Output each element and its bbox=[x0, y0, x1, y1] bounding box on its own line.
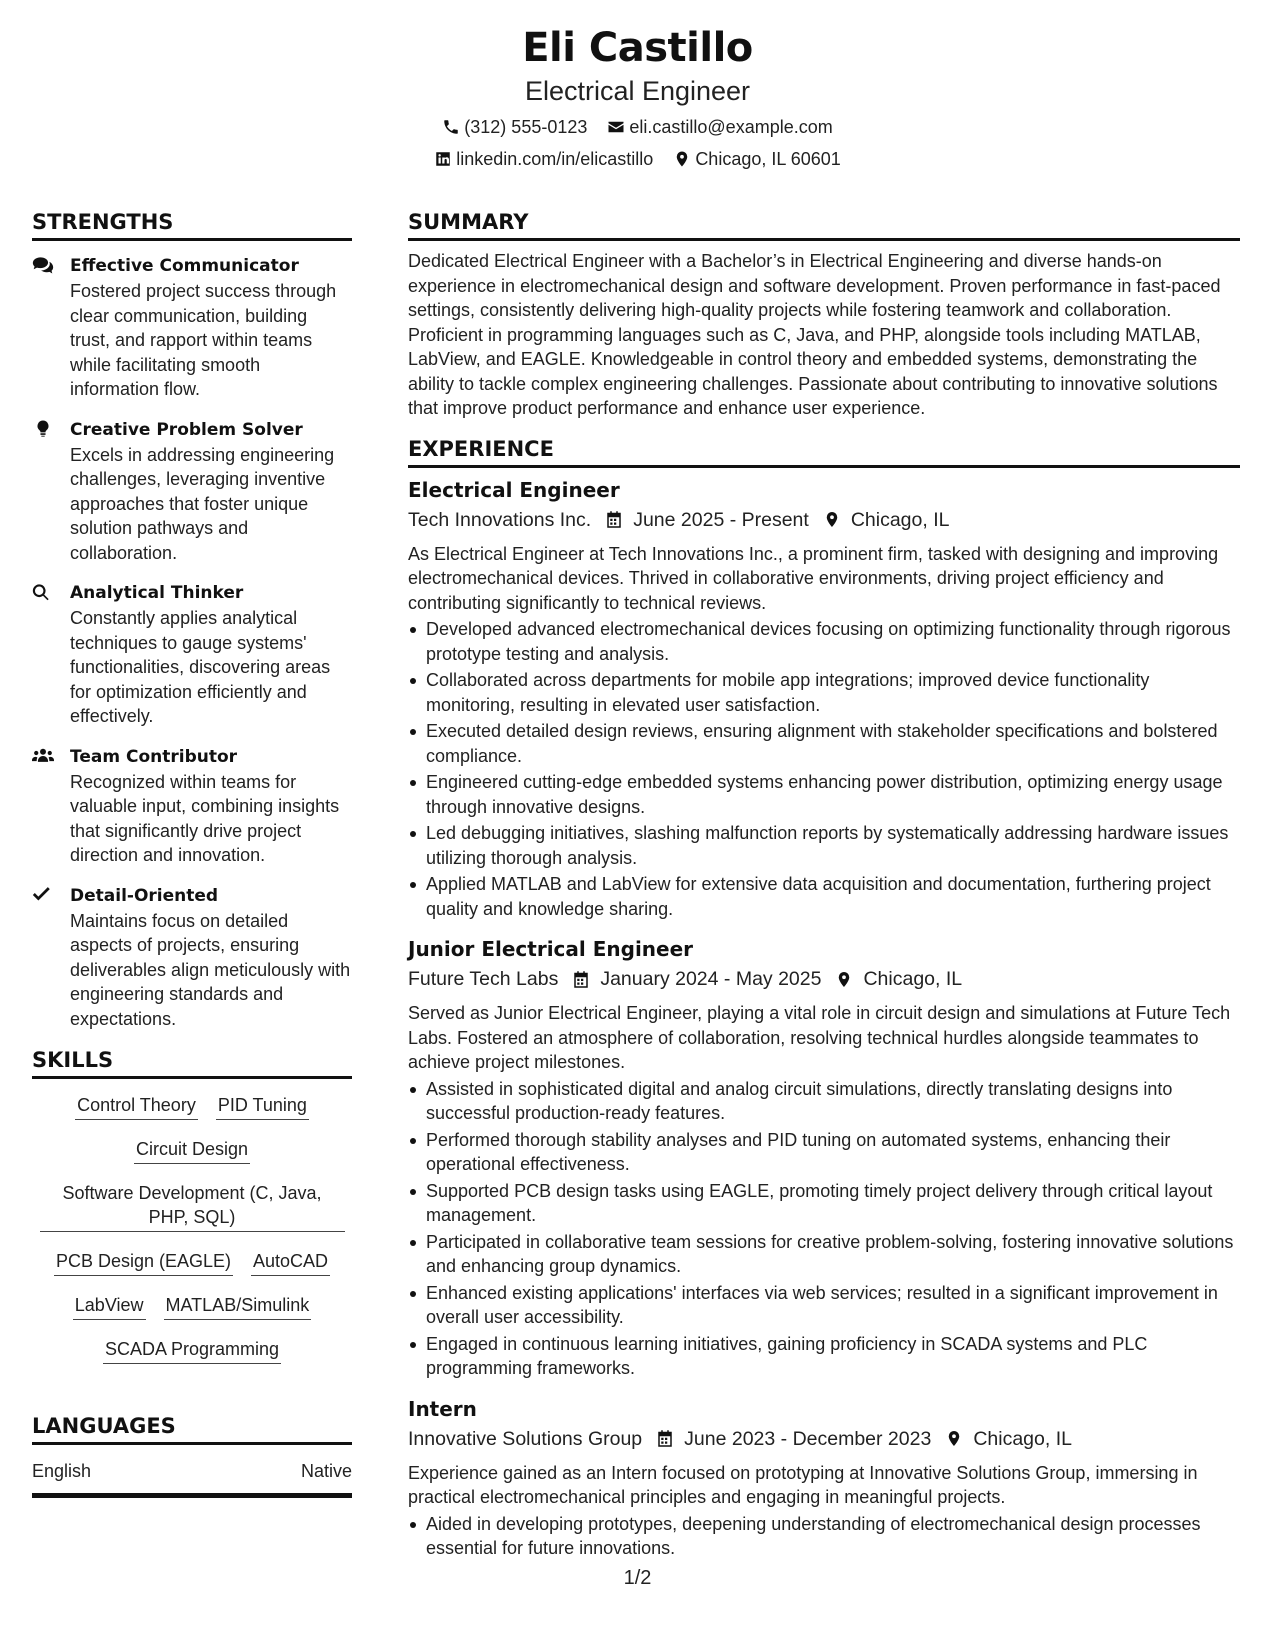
job-entry bbox=[408, 1395, 1240, 1561]
list-item: Developed advanced electromechanical devices focusing on optimizing functionality through rigorous prototype testing and analysis. bbox=[408, 617, 1240, 666]
language-level: Native bbox=[300, 1461, 352, 1481]
job-dates: June 2025 - Present bbox=[633, 508, 809, 531]
list-item: Collaborated across departments for mobile app integrations; improved device functionality monitoring, resulting in elevated user satisfaction. bbox=[408, 668, 1240, 717]
job-company: Innovative Solutions Group bbox=[408, 1427, 643, 1450]
list-item: Assisted in sophisticated digital and analog circuit simulations, directly translating designs into successful production-ready features. bbox=[408, 1077, 1240, 1126]
experience-section bbox=[408, 435, 1240, 1561]
job-location: Chicago, IL bbox=[973, 1427, 1072, 1450]
contact-row-1 bbox=[0, 116, 1275, 138]
skill-tag: PCB Design (EAGLE) bbox=[54, 1249, 233, 1276]
strength-item bbox=[32, 417, 352, 566]
skill-tag: Software Development (C, Java, PHP, SQL) bbox=[40, 1181, 345, 1232]
skills-heading: SKILLS bbox=[32, 1046, 352, 1079]
phone-text: (312) 555-0123 bbox=[464, 117, 588, 137]
contact-location bbox=[673, 148, 840, 170]
strength-title: Detail-Oriented bbox=[70, 885, 219, 906]
map-marker-icon bbox=[945, 1429, 963, 1448]
skill-tag: MATLAB/Simulink bbox=[164, 1293, 312, 1320]
contact-email[interactable] bbox=[607, 116, 832, 138]
job-description: As Electrical Engineer at Tech Innovations Inc., a prominent firm, tasked with designing and improving electromechanical devices. Thrived in collaborative environments, driving project efficiency and contributing significantly to technical reviews. bbox=[408, 543, 1219, 613]
strength-desc: Excels in addressing engineering challenges, leveraging inventive approaches that foster unique solution pathways and collaboration. bbox=[70, 444, 335, 563]
list-item: Participated in collaborative team sessions for creative problem-solving, fostering innovative solutions and enhancing group dynamics. bbox=[408, 1230, 1240, 1279]
job-bullets bbox=[408, 1512, 1240, 1561]
list-item: Aided in developing prototypes, deepening understanding of electromechanical design processes essential for future innovations. bbox=[408, 1512, 1240, 1561]
contact-linkedin[interactable] bbox=[434, 148, 653, 170]
strengths-list bbox=[32, 253, 352, 1031]
list-item: Enhanced existing applications' interfaces via web services; resulted in a significant improvement in overall user accessibility. bbox=[408, 1281, 1240, 1330]
left-column bbox=[32, 208, 352, 1498]
languages-section bbox=[32, 1412, 352, 1498]
linkedin-icon bbox=[434, 150, 452, 168]
page-number: 1/2 bbox=[623, 1567, 652, 1589]
map-marker-icon bbox=[823, 510, 841, 529]
skill-tag: Control Theory bbox=[75, 1093, 198, 1120]
lightbulb-icon bbox=[32, 420, 54, 438]
skill-tag: LabView bbox=[73, 1293, 146, 1320]
skills-section bbox=[32, 1046, 352, 1364]
skill-tag: AutoCAD bbox=[251, 1249, 330, 1276]
comments-icon bbox=[32, 256, 54, 274]
job-dates: June 2023 - December 2023 bbox=[684, 1427, 932, 1450]
list-item: Applied MATLAB and LabView for extensive data acquisition and documentation, furthering project quality and knowledge sharing. bbox=[408, 872, 1240, 921]
linkedin-text: linkedin.com/in/elicastillo bbox=[456, 149, 654, 169]
summary-text: Dedicated Electrical Engineer with a Bachelor’s in Electrical Engineering and diverse hands-on experience in electromechanical design and software development. Proven performance in fast-paced settings, consistently delivering high-quality projects while fostering teamwork and collaboration. Proficient in programming languages such as C, Java, and PHP, alongside tools including MATLAB, LabView, and EAGLE. Knowledgeable in control theory and embedded systems, demonstrating the ability to tackle complex engineering challenges. Passionate about contributing to innovative solutions that improve product performance and enhance user experience. bbox=[408, 251, 1221, 418]
job-bullets bbox=[408, 617, 1240, 921]
candidate-title: Electrical Engineer bbox=[524, 76, 751, 106]
map-marker-icon bbox=[673, 150, 691, 168]
language-item bbox=[32, 1445, 352, 1498]
list-item: Engaged in continuous learning initiatives, gaining proficiency in SCADA systems and PLC programming frameworks. bbox=[408, 1332, 1240, 1381]
strength-title: Creative Problem Solver bbox=[70, 419, 303, 440]
job-description: Served as Junior Electrical Engineer, playing a vital role in circuit design and simulations at Future Tech Labs. Fostered an atmosphere of collaboration, resolving technical hurdles alongside teammates to achieve project milestones. bbox=[408, 1003, 1231, 1072]
job-title: Electrical Engineer bbox=[408, 477, 620, 502]
job-company: Tech Innovations Inc. bbox=[408, 508, 592, 531]
job-meta bbox=[408, 506, 1240, 534]
calendar-icon bbox=[572, 970, 590, 989]
list-item: Executed detailed design reviews, ensuring alignment with stakeholder specifications and bolstered compliance. bbox=[408, 719, 1240, 768]
map-marker-icon bbox=[835, 970, 853, 989]
experience-heading: EXPERIENCE bbox=[408, 435, 1240, 468]
candidate-name: Eli Castillo bbox=[522, 25, 753, 71]
list-item: Supported PCB design tasks using EAGLE, promoting timely project delivery through critical layout management. bbox=[408, 1179, 1240, 1228]
strengths-heading: STRENGTHS bbox=[32, 208, 352, 241]
job-bullets bbox=[408, 1077, 1240, 1381]
location-text: Chicago, IL 60601 bbox=[695, 149, 841, 169]
calendar-icon bbox=[605, 510, 623, 529]
job-company: Future Tech Labs bbox=[408, 968, 559, 990]
strength-title: Effective Communicator bbox=[70, 256, 299, 276]
strength-desc: Maintains focus on detailed aspects of projects, ensuring deliverables align meticulously with engineering standards and expectations. bbox=[70, 910, 351, 1029]
job-location: Chicago, IL bbox=[850, 508, 950, 531]
envelope-icon bbox=[607, 118, 625, 136]
list-item: Engineered cutting-edge embedded systems enhancing power distribution, optimizing energy usage through innovative designs. bbox=[408, 770, 1240, 819]
job-title: Junior Electrical Engineer bbox=[408, 937, 694, 961]
resume-header bbox=[0, 22, 1275, 170]
skill-tag: Circuit Design bbox=[134, 1137, 250, 1164]
strength-desc: Recognized within teams for valuable input, combining insights that significantly drive project direction and innovation. bbox=[70, 771, 340, 865]
list-item: Led debugging initiatives, slashing malfunction reports by systematically addressing hardware issues utilizing thorough analysis. bbox=[408, 821, 1240, 870]
job-title: Intern bbox=[408, 1396, 477, 1421]
search-icon bbox=[32, 583, 54, 601]
users-icon bbox=[32, 747, 54, 765]
strength-item bbox=[32, 580, 352, 729]
strength-item bbox=[32, 253, 352, 402]
skills-list bbox=[32, 1093, 352, 1364]
job-entry bbox=[408, 935, 1240, 1381]
right-column bbox=[408, 208, 1240, 1563]
strength-title: Team Contributor bbox=[70, 746, 238, 767]
list-item: Performed thorough stability analyses and PID tuning on automated systems, enhancing their operational effectiveness. bbox=[408, 1128, 1240, 1177]
summary-heading: SUMMARY bbox=[408, 208, 1240, 241]
strength-item bbox=[32, 744, 352, 868]
job-location: Chicago, IL bbox=[863, 968, 963, 990]
contact-phone[interactable] bbox=[442, 116, 587, 138]
job-dates: January 2024 - May 2025 bbox=[600, 968, 822, 990]
phone-icon bbox=[442, 118, 460, 136]
calendar-icon bbox=[656, 1429, 674, 1448]
skill-tag: PID Tuning bbox=[216, 1093, 309, 1120]
strength-title: Analytical Thinker bbox=[70, 583, 244, 603]
strength-item bbox=[32, 883, 352, 1032]
language-name: English bbox=[32, 1461, 92, 1481]
strength-desc: Constantly applies analytical techniques to gauge systems' functionalities, discovering areas for optimization efficiently and effectively. bbox=[70, 608, 331, 726]
skill-tag: SCADA Programming bbox=[103, 1337, 281, 1364]
check-icon bbox=[32, 886, 54, 904]
job-description: Experience gained as an Intern focused on prototyping at Innovative Solutions Group, immersing in practical electromechanical principles and engaging in meaningful projects. bbox=[408, 1462, 1198, 1507]
job-meta bbox=[408, 965, 1240, 993]
strength-desc: Fostered project success through clear communication, building trust, and rapport within teams while facilitating smooth information flow. bbox=[70, 281, 337, 399]
contact-row-2 bbox=[0, 148, 1275, 170]
languages-heading: LANGUAGES bbox=[32, 1412, 352, 1445]
job-meta bbox=[408, 1425, 1240, 1453]
job-entry bbox=[408, 476, 1240, 922]
email-text: eli.castillo@example.com bbox=[629, 117, 833, 137]
